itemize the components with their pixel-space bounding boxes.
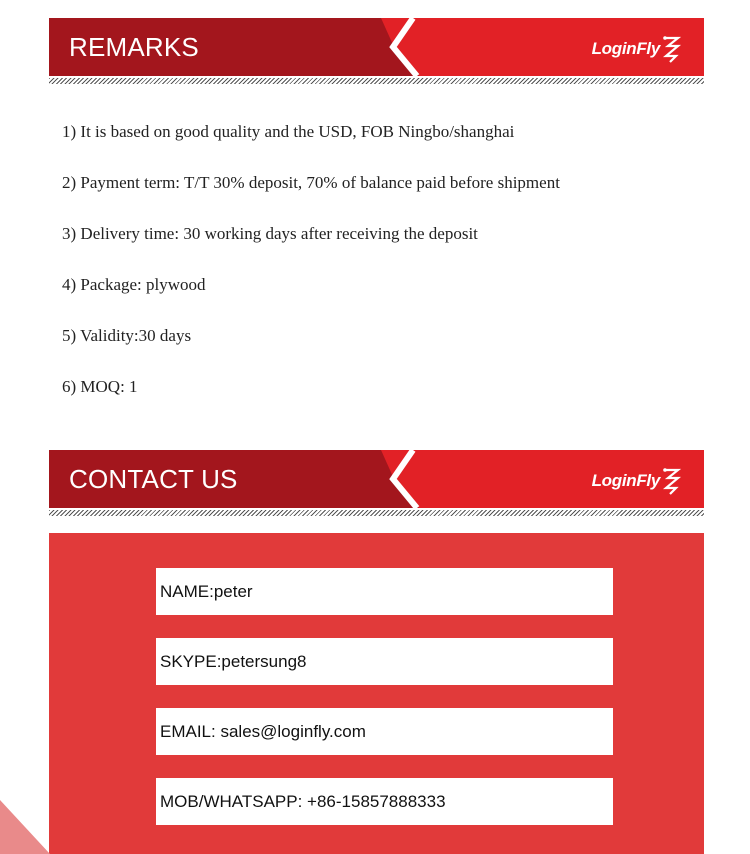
logo-text: LoginFly <box>591 39 660 58</box>
chevron-divider-icon <box>377 450 437 508</box>
remarks-divider <box>49 78 704 84</box>
contact-name-field: NAME:peter <box>156 568 613 615</box>
remark-item: 5) Validity:30 days <box>62 326 192 345</box>
remark-item: 2) Payment term: T/T 30% deposit, 70% of balance paid before shipment <box>62 173 560 192</box>
chevron-divider-icon <box>377 18 437 76</box>
logo-text: LoginFly <box>591 471 660 490</box>
contact-panel <box>49 533 704 854</box>
loginfly-logo-icon <box>662 34 682 64</box>
contact-skype-field: SKYPE:petersung8 <box>156 638 613 685</box>
contact-divider <box>49 510 704 516</box>
remark-item: 4) Package: plywood <box>62 275 206 294</box>
loginfly-logo <box>592 466 682 496</box>
remark-item: 6) MOQ: 1 <box>62 377 138 396</box>
loginfly-logo <box>592 34 682 64</box>
contact-title: CONTACT US <box>69 464 238 494</box>
loginfly-logo-icon <box>662 466 682 496</box>
contact-banner <box>49 450 704 508</box>
remarks-title: REMARKS <box>69 32 199 62</box>
contact-email-field: EMAIL: sales@loginfly.com <box>156 708 613 755</box>
remarks-banner <box>49 18 704 76</box>
contact-whatsapp-field: MOB/WHATSAPP: +86-15857888333 <box>156 778 613 825</box>
remark-item: 3) Delivery time: 30 working days after receiving the deposit <box>62 224 478 243</box>
corner-decoration <box>0 800 50 854</box>
remark-item: 1) It is based on good quality and the USD, FOB Ningbo/shanghai <box>62 122 515 141</box>
remarks-list <box>62 121 560 427</box>
